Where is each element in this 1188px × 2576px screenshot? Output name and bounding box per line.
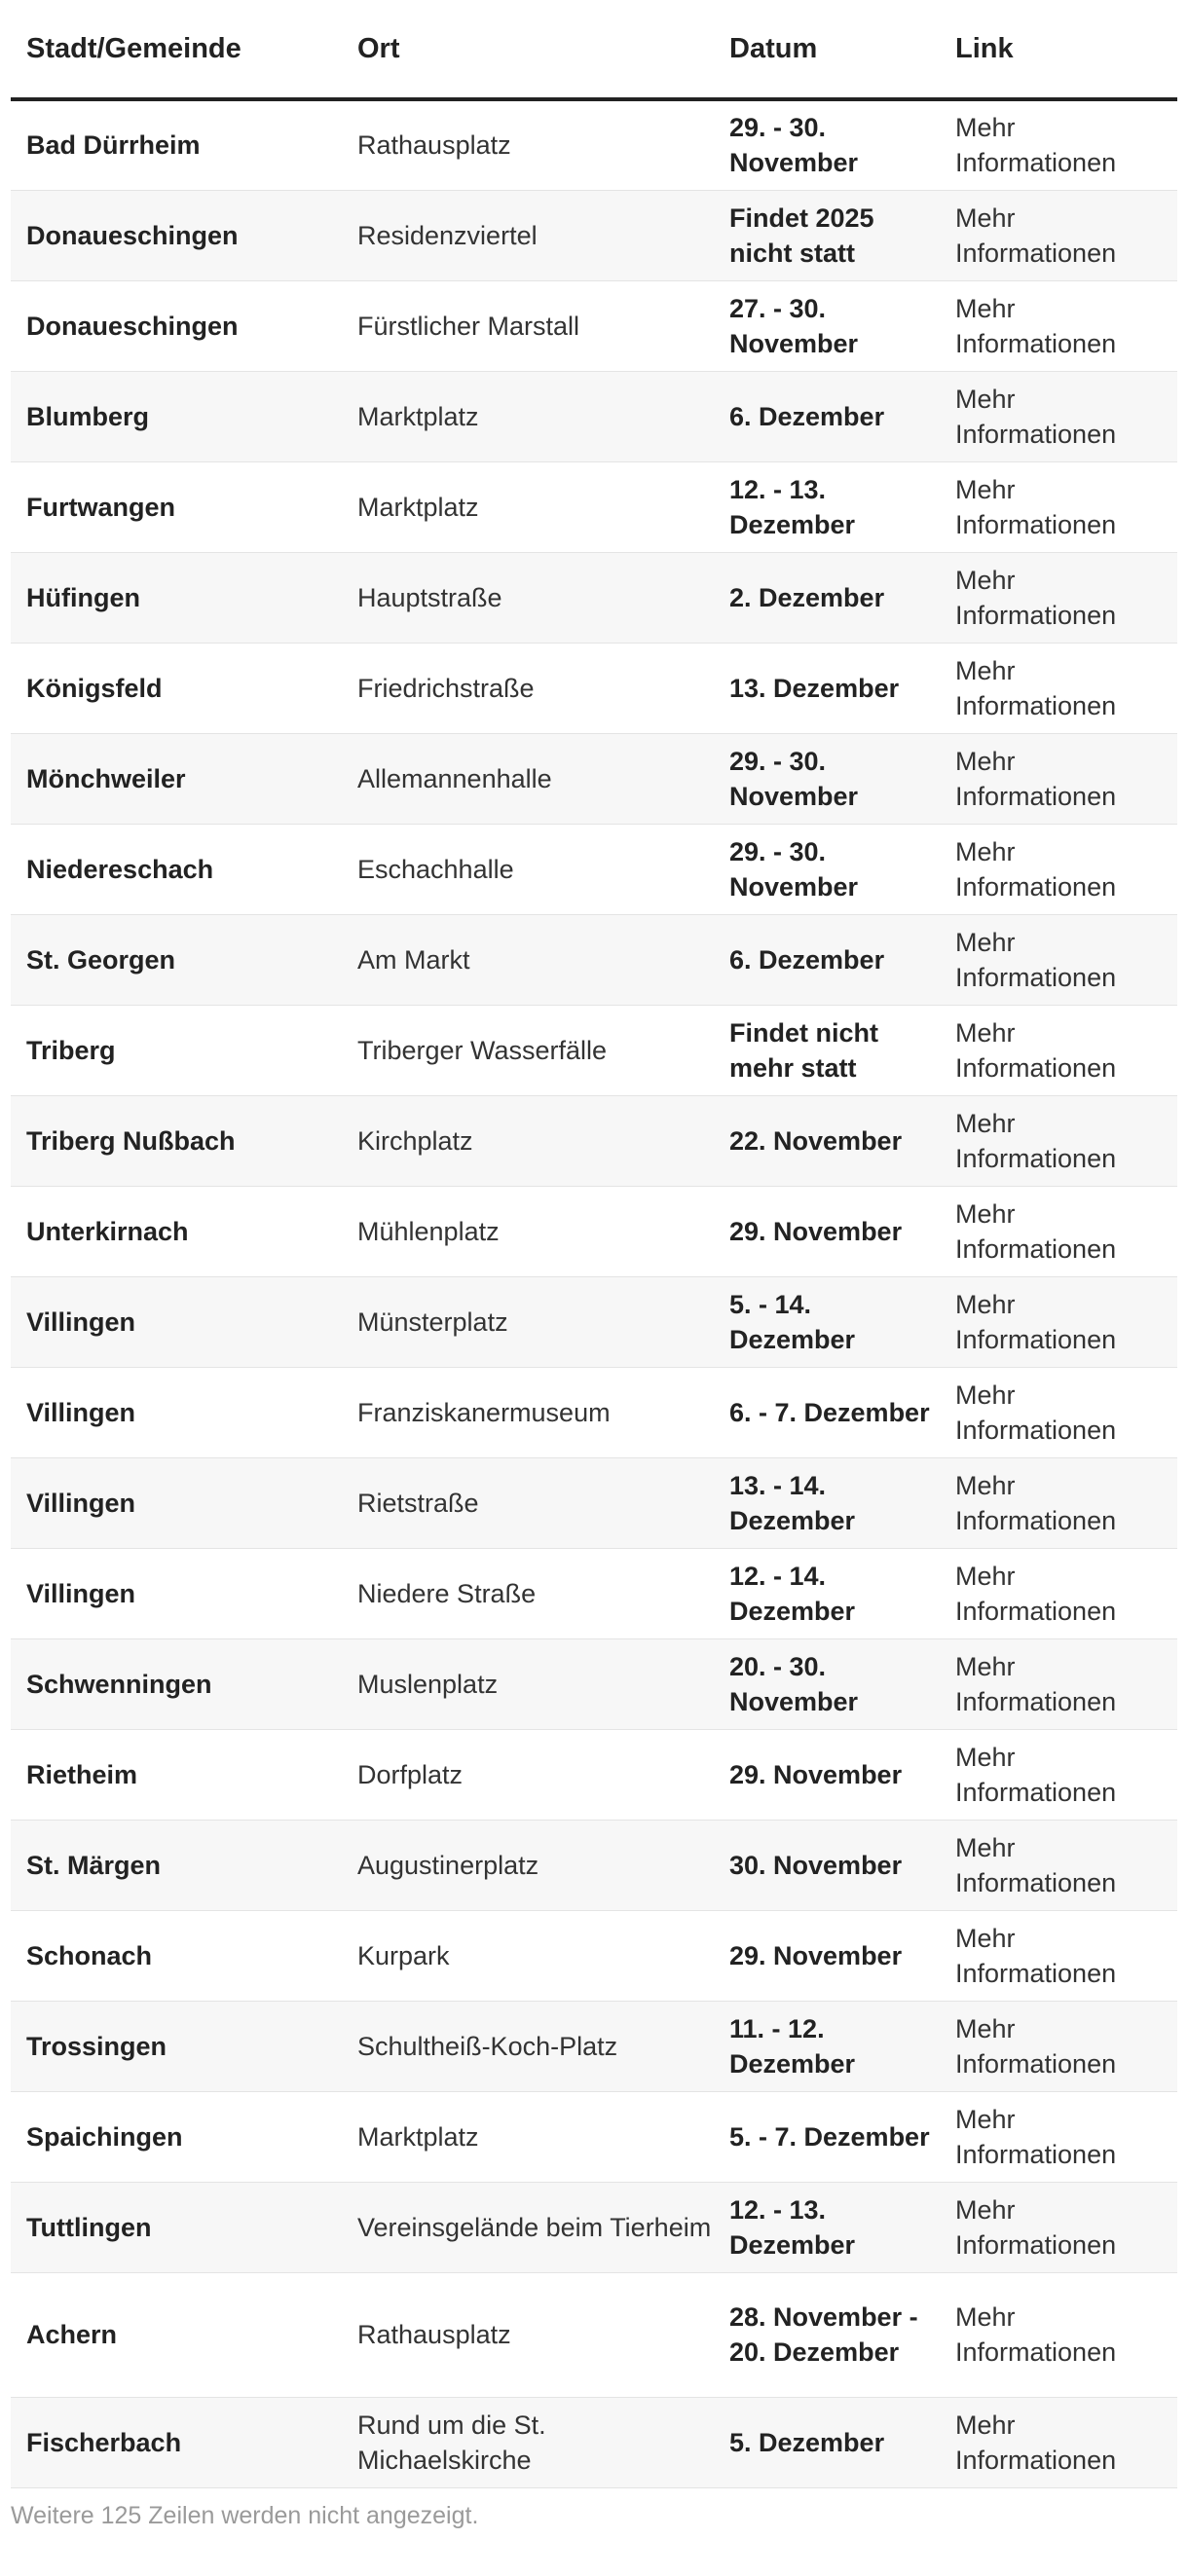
header-place: Ort	[342, 0, 714, 99]
date-cell: 29. - 30. November	[714, 733, 940, 824]
place-cell: Fürstlicher Marstall	[342, 280, 714, 371]
more-info-link[interactable]: Mehr Informationen	[955, 1923, 1117, 1988]
table-row	[11, 1186, 1177, 1276]
table-row	[11, 1095, 1177, 1186]
hidden-rows-note: Weitere 125 Zeilen werden nicht angezeigt.	[11, 2501, 479, 2529]
table-row	[11, 2272, 1177, 2397]
place-cell: Muslenplatz	[342, 1638, 714, 1729]
table-row	[11, 733, 1177, 824]
city-cell: Achern	[11, 2272, 342, 2397]
more-info-link[interactable]: Mehr Informationen	[955, 202, 1117, 268]
date-cell: 13. Dezember	[714, 643, 940, 733]
city-cell: Fischerbach	[11, 2397, 342, 2487]
date-cell: 12. - 14. Dezember	[714, 1548, 940, 1638]
city-cell: Donaueschingen	[11, 280, 342, 371]
more-info-link[interactable]: Mehr Informationen	[955, 1651, 1117, 1716]
date-cell: 6. Dezember	[714, 914, 940, 1005]
more-info-link[interactable]: Mehr Informationen	[955, 655, 1117, 720]
more-info-link[interactable]: Mehr Informationen	[955, 1017, 1117, 1083]
table-row	[11, 1457, 1177, 1548]
city-cell: Blumberg	[11, 371, 342, 461]
city-cell: St. Georgen	[11, 914, 342, 1005]
date-cell: Findet 2025 nicht statt	[714, 190, 940, 280]
place-cell: Hauptstraße	[342, 552, 714, 643]
table-row	[11, 2091, 1177, 2182]
table-row	[11, 824, 1177, 914]
place-cell: Franziskanermuseum	[342, 1367, 714, 1457]
date-cell: 30. November	[714, 1820, 940, 1910]
table-row	[11, 2001, 1177, 2091]
date-cell: 29. - 30. November	[714, 824, 940, 914]
table-row	[11, 2397, 1177, 2487]
link-cell	[940, 1820, 1177, 1910]
more-info-link[interactable]: Mehr Informationen	[955, 113, 1117, 178]
table-header	[11, 0, 1177, 99]
table-row	[11, 2182, 1177, 2272]
link-cell	[940, 461, 1177, 552]
link-cell	[940, 1186, 1177, 1276]
place-cell: Mühlenplatz	[342, 1186, 714, 1276]
city-cell: Triberg Nußbach	[11, 1095, 342, 1186]
table-row	[11, 643, 1177, 733]
table-row	[11, 280, 1177, 371]
link-cell	[940, 2272, 1177, 2397]
link-cell	[940, 1005, 1177, 1095]
link-cell	[940, 552, 1177, 643]
christmas-market-table	[11, 0, 1177, 2488]
table-row	[11, 1548, 1177, 1638]
date-cell: 29. November	[714, 1729, 940, 1820]
table-row	[11, 99, 1177, 190]
place-cell: Marktplatz	[342, 371, 714, 461]
more-info-link[interactable]: Mehr Informationen	[955, 1742, 1117, 1807]
date-cell: 5. Dezember	[714, 2397, 940, 2487]
link-cell	[940, 2182, 1177, 2272]
place-cell: Rathausplatz	[342, 2272, 714, 2397]
more-info-link[interactable]: Mehr Informationen	[955, 384, 1117, 449]
place-cell: Triberger Wasserfälle	[342, 1005, 714, 1095]
city-cell: Villingen	[11, 1276, 342, 1367]
place-cell: Münsterplatz	[342, 1276, 714, 1367]
place-cell: Dorfplatz	[342, 1729, 714, 1820]
table-row	[11, 1729, 1177, 1820]
city-cell: Villingen	[11, 1457, 342, 1548]
link-cell	[940, 914, 1177, 1005]
city-cell: Rietheim	[11, 1729, 342, 1820]
date-cell: 2. Dezember	[714, 552, 940, 643]
more-info-link[interactable]: Mehr Informationen	[955, 565, 1117, 630]
city-cell: Mönchweiler	[11, 733, 342, 824]
date-cell: 6. Dezember	[714, 371, 940, 461]
place-cell: Residenzviertel	[342, 190, 714, 280]
more-info-link[interactable]: Mehr Informationen	[955, 2013, 1117, 2079]
header-city: Stadt/Gemeinde	[11, 0, 342, 99]
link-cell	[940, 2091, 1177, 2182]
link-cell	[940, 1457, 1177, 1548]
more-info-link[interactable]: Mehr Informationen	[955, 1832, 1117, 1897]
date-cell: 12. - 13. Dezember	[714, 2182, 940, 2272]
link-cell	[940, 280, 1177, 371]
date-cell: Findet nicht mehr statt	[714, 1005, 940, 1095]
date-cell: 13. - 14. Dezember	[714, 1457, 940, 1548]
place-cell: Niedere Straße	[342, 1548, 714, 1638]
more-info-link[interactable]: Mehr Informationen	[955, 1198, 1117, 1264]
link-cell	[940, 1638, 1177, 1729]
city-cell: Niedereschach	[11, 824, 342, 914]
place-cell: Rietstraße	[342, 1457, 714, 1548]
date-cell: 11. - 12. Dezember	[714, 2001, 940, 2091]
city-cell: Trossingen	[11, 2001, 342, 2091]
place-cell: Marktplatz	[342, 2091, 714, 2182]
place-cell: Vereinsgelände beim Tierheim	[342, 2182, 714, 2272]
city-cell: Tuttlingen	[11, 2182, 342, 2272]
table-row	[11, 1910, 1177, 2001]
place-cell: Rund um die St. Michaelskirche	[342, 2397, 714, 2487]
table-row	[11, 1638, 1177, 1729]
date-cell: 5. - 14. Dezember	[714, 1276, 940, 1367]
table-row	[11, 552, 1177, 643]
date-cell: 29. November	[714, 1910, 940, 2001]
link-cell	[940, 1095, 1177, 1186]
table-row	[11, 371, 1177, 461]
date-cell: 12. - 13. Dezember	[714, 461, 940, 552]
table-row	[11, 1276, 1177, 1367]
date-cell: 6. - 7. Dezember	[714, 1367, 940, 1457]
date-cell: 5. - 7. Dezember	[714, 2091, 940, 2182]
header-date: Datum	[714, 0, 940, 99]
table-row	[11, 914, 1177, 1005]
city-cell: Furtwangen	[11, 461, 342, 552]
table-row	[11, 190, 1177, 280]
more-info-link[interactable]: Mehr Informationen	[955, 927, 1117, 992]
city-cell: Königsfeld	[11, 643, 342, 733]
place-cell: Rathausplatz	[342, 99, 714, 190]
city-cell: Unterkirnach	[11, 1186, 342, 1276]
place-cell: Eschachhalle	[342, 824, 714, 914]
date-cell: 20. - 30. November	[714, 1638, 940, 1729]
table-body	[11, 99, 1177, 2487]
city-cell: Villingen	[11, 1548, 342, 1638]
table-row	[11, 1005, 1177, 1095]
date-cell: 22. November	[714, 1095, 940, 1186]
table-row	[11, 1820, 1177, 1910]
more-info-link[interactable]: Mehr Informationen	[955, 1561, 1117, 1626]
table-row	[11, 1367, 1177, 1457]
more-info-link[interactable]: Mehr Informationen	[955, 2194, 1117, 2260]
city-cell: St. Märgen	[11, 1820, 342, 1910]
header-link: Link	[940, 0, 1177, 99]
city-cell: Triberg	[11, 1005, 342, 1095]
link-cell	[940, 2397, 1177, 2487]
more-info-link[interactable]: Mehr Informationen	[955, 474, 1117, 539]
more-info-link[interactable]: Mehr Informationen	[955, 293, 1117, 358]
link-cell	[940, 371, 1177, 461]
more-info-link[interactable]: Mehr Informationen	[955, 1289, 1117, 1354]
more-info-link[interactable]: Mehr Informationen	[955, 2410, 1117, 2475]
more-info-link[interactable]: Mehr Informationen	[955, 836, 1117, 902]
link-cell	[940, 824, 1177, 914]
place-cell: Kurpark	[342, 1910, 714, 2001]
more-info-link[interactable]: Mehr Informationen	[955, 2104, 1117, 2169]
link-cell	[940, 1729, 1177, 1820]
more-info-link[interactable]: Mehr Informationen	[955, 1470, 1117, 1535]
city-cell: Schwenningen	[11, 1638, 342, 1729]
link-cell	[940, 2001, 1177, 2091]
link-cell	[940, 733, 1177, 824]
link-cell	[940, 643, 1177, 733]
date-cell: 28. November - 20. Dezember	[714, 2272, 940, 2397]
city-cell: Hüfingen	[11, 552, 342, 643]
city-cell: Donaueschingen	[11, 190, 342, 280]
more-info-link[interactable]: Mehr Informationen	[955, 1108, 1117, 1173]
more-info-link[interactable]: Mehr Informationen	[955, 1380, 1117, 1445]
date-cell: 29. November	[714, 1186, 940, 1276]
table-row	[11, 461, 1177, 552]
place-cell: Augustinerplatz	[342, 1820, 714, 1910]
city-cell: Spaichingen	[11, 2091, 342, 2182]
more-info-link[interactable]: Mehr Informationen	[955, 2302, 1117, 2367]
place-cell: Marktplatz	[342, 461, 714, 552]
more-info-link[interactable]: Mehr Informationen	[955, 746, 1117, 811]
link-cell	[940, 1910, 1177, 2001]
place-cell: Schultheiß-Koch-Platz	[342, 2001, 714, 2091]
link-cell	[940, 190, 1177, 280]
link-cell	[940, 1367, 1177, 1457]
place-cell: Allemannenhalle	[342, 733, 714, 824]
place-cell: Friedrichstraße	[342, 643, 714, 733]
link-cell	[940, 1276, 1177, 1367]
link-cell	[940, 99, 1177, 190]
city-cell: Bad Dürrheim	[11, 99, 342, 190]
date-cell: 29. - 30. November	[714, 99, 940, 190]
place-cell: Kirchplatz	[342, 1095, 714, 1186]
date-cell: 27. - 30. November	[714, 280, 940, 371]
place-cell: Am Markt	[342, 914, 714, 1005]
header-row	[11, 0, 1177, 99]
city-cell: Villingen	[11, 1367, 342, 1457]
link-cell	[940, 1548, 1177, 1638]
city-cell: Schonach	[11, 1910, 342, 2001]
